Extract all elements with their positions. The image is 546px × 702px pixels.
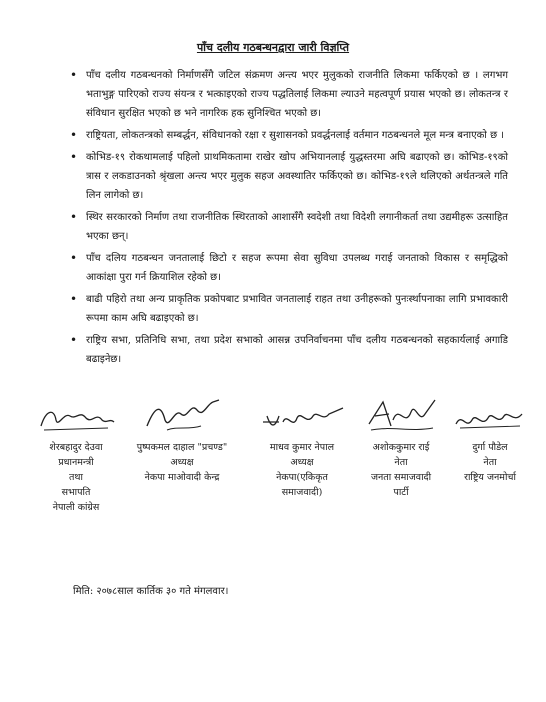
bullet-item bbox=[68, 126, 508, 145]
bullet-icon: • bbox=[70, 150, 78, 164]
bullet-text: कोभिड-१९ रोकथामलाई पहिलो प्राथमिकतामा राखेर खोप अभियानलाई युद्धस्तरमा अघि बढाएको छ। कोभिड-१९को त्रास र लकडाउनको श्रृंखला अन्त्य भएर मुलुक सहज अवस्थातिर फर्किएको छ। कोभिड-१९ले थलिएको अर्थतन्त्रले गति लिन लागेको छ। bbox=[86, 152, 508, 201]
signatory-role: सभापति bbox=[61, 487, 91, 498]
signatory-name: शेरबहादुर देउवा bbox=[49, 442, 103, 453]
signatory-role: जनता समाजवादी bbox=[370, 472, 432, 483]
signature-scribble bbox=[452, 400, 528, 436]
signatory-role: नेता bbox=[483, 457, 497, 468]
signatory-role: अध्यक्ष bbox=[290, 457, 314, 468]
signatory-role: पार्टी bbox=[393, 487, 409, 498]
signatory-role: नेकपा(एकिकृत bbox=[276, 472, 328, 483]
document-date: मिति: २०७८साल कार्तिक ३० गते मंगलवार। bbox=[73, 586, 229, 597]
bullet-text: पाँच दलीय गठबन्धनको निर्माणसँगै जटिल संक्रमण अन्त्य भएर मुलुकको राजनीति लिकमा फर्किएको छ । लगभग भताभुङ्ग पारिएको राज्य संयन्त्र र भत्काइएको राज्य पद्धतिलाई लिकमा ल्याउने महत्वपूर्ण प्रयास भएको छ। लोकतन्त्र र संविधान सुरक्षित भएको छ भने नागरिक हक सुनिश्चित भएको छ। bbox=[86, 70, 508, 119]
signatory-role: समाजवादी) bbox=[281, 487, 323, 498]
bullet-icon: • bbox=[70, 292, 78, 306]
signature-scribble bbox=[361, 394, 441, 436]
bullet-text: बाढी पहिरो तथा अन्य प्राकृतिक प्रकोपबाट प्रभावित जनतालाई राहत तथा उनीहरूको पुनःर्स्थापनाका लागि प्रभावकारी रूपमा काम अघि बढाइएको छ। bbox=[86, 294, 508, 324]
signatory-role: प्रधानमन्त्री bbox=[58, 457, 94, 468]
bullet-icon: • bbox=[70, 68, 78, 82]
signature-scribble bbox=[257, 400, 347, 436]
bullet-item bbox=[68, 290, 508, 328]
signatory-role: नेता bbox=[394, 457, 408, 468]
bullet-text: राष्ट्रियता, लोकतन्त्रको सम्बर्द्धन, संविधानको रक्षा र सुशासनको प्रवर्द्धनलाई वर्तमान गठबन्धनले मूल मन्त्र बनाएको छ । bbox=[86, 130, 505, 141]
bullet-item bbox=[68, 66, 508, 123]
bullet-text: राष्ट्रिय सभा, प्रतिनिधि सभा, तथा प्रदेश सभाको आसन्न उपनिर्वाचनमा पाँच दलीय गठबन्धनको सहकार्यलाई अगाडि बढाइनेछ। bbox=[86, 335, 508, 365]
bullet-icon: • bbox=[70, 251, 78, 265]
bullet-icon: • bbox=[70, 210, 78, 224]
signatory-durga-paudel bbox=[450, 400, 530, 485]
signatory-name: दुर्गा पौडेल bbox=[472, 442, 508, 453]
signatory-name: पुष्पकमल दाहाल "प्रचण्ड" bbox=[136, 442, 228, 453]
signatory-madhav-nepal bbox=[252, 400, 352, 500]
bullet-item bbox=[68, 331, 508, 369]
document-title: पाँच दलीय गठबन्धनद्वारा जारी विज्ञप्ति bbox=[196, 41, 350, 54]
bullet-text: पाँच दलिय गठबन्धन जनतालाई छिटो र सहज रूपमा सेवा सुविधा उपलब्ध गराई जनताको विकास र समृद्धिको आकांक्षा पुरा गर्न क्रियाशिल रहेको छ। bbox=[86, 253, 508, 283]
signatory-role: नेपाली कांग्रेस bbox=[52, 502, 100, 513]
bullet-list bbox=[68, 66, 508, 372]
signatory-name: अशोककुमार राई bbox=[372, 442, 430, 453]
signatory-ashok-rai bbox=[355, 394, 447, 500]
bullet-item bbox=[68, 208, 508, 246]
signature-scribble bbox=[36, 402, 116, 436]
bullet-icon: • bbox=[70, 128, 78, 142]
bullet-item bbox=[68, 148, 508, 205]
bullet-item bbox=[68, 249, 508, 287]
bullet-text: स्थिर सरकारको निर्माण तथा राजनीतिक स्थिरताको आशासँगै स्वदेशी तथा विदेशी लगानीकर्ता तथा उद्यमीहरू उत्साहित भएका छन्। bbox=[86, 212, 508, 242]
signatory-prachanda bbox=[126, 396, 238, 485]
signatory-role: नेकपा माओवादी केन्द्र bbox=[144, 472, 220, 483]
signature-block bbox=[30, 402, 530, 532]
signatory-name: माधव कुमार नेपाल bbox=[269, 442, 335, 453]
signatory-role: अध्यक्ष bbox=[170, 457, 194, 468]
signature-scribble bbox=[137, 396, 227, 436]
signatory-role: राष्ट्रिय जनमोर्चा bbox=[464, 472, 516, 483]
bullet-icon: • bbox=[70, 333, 78, 347]
signatory-deuba bbox=[30, 402, 122, 515]
signatory-role: तथा bbox=[69, 472, 83, 483]
